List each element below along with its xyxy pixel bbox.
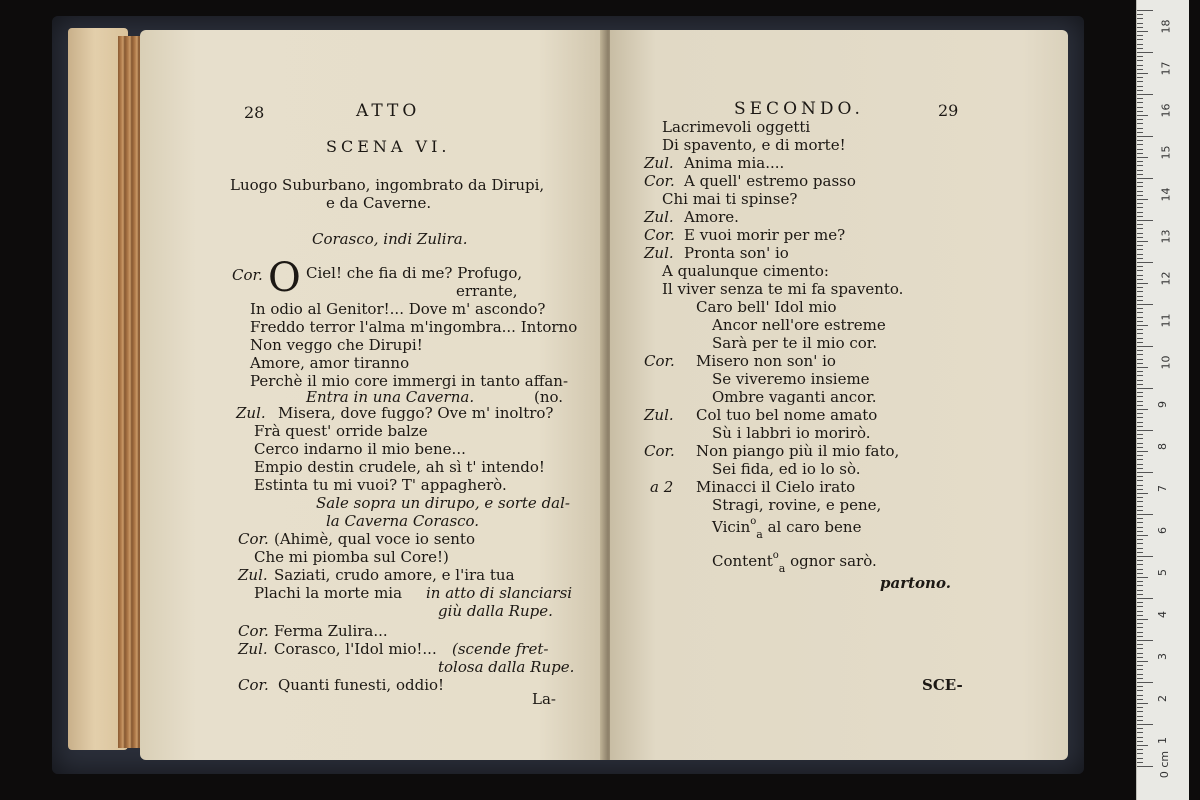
ruler-tick xyxy=(1137,321,1143,322)
ruler-tick xyxy=(1137,199,1148,200)
setting-line-1: Luogo Suburbano, ingombrato da Dirupi, xyxy=(230,176,545,194)
ruler-tick xyxy=(1137,711,1143,712)
exit-direction: partono. xyxy=(880,574,951,592)
ruler-tick xyxy=(1137,451,1148,452)
ruler-number: 15 xyxy=(1159,145,1173,160)
verse-line: Lacrimevoli oggetti xyxy=(662,118,811,136)
ruler-tick xyxy=(1137,527,1143,528)
verse-line: A qualunque cimento: xyxy=(662,262,829,280)
verse-line: Anima mia.... xyxy=(684,154,785,172)
ruler-tick xyxy=(1137,468,1143,469)
verse-line: errante, xyxy=(456,282,518,300)
ruler-number: 2 xyxy=(1156,695,1169,702)
ruler-tick xyxy=(1137,552,1143,553)
ruler-tick xyxy=(1137,279,1143,280)
ruler-tick xyxy=(1137,44,1143,45)
ruler-tick xyxy=(1137,60,1143,61)
ruler-number: 4 xyxy=(1156,611,1169,618)
ruler-tick xyxy=(1137,65,1143,66)
ruler-tick xyxy=(1137,590,1143,591)
vicino-base: Vicin xyxy=(712,518,751,536)
ruler-number: 13 xyxy=(1159,229,1173,244)
ruler-tick xyxy=(1137,291,1143,292)
verse-line: Che mi piomba sul Core!) xyxy=(254,548,449,566)
ruler-tick xyxy=(1137,283,1148,284)
ruler-tick xyxy=(1137,745,1148,746)
ruler-tick xyxy=(1137,48,1143,49)
ruler-tick xyxy=(1137,749,1143,750)
ruler-tick xyxy=(1137,56,1143,57)
contento-variant-o: o xyxy=(772,550,779,561)
ruler-tick xyxy=(1137,39,1143,40)
ruler-tick xyxy=(1137,665,1143,666)
ruler-tick xyxy=(1137,438,1143,439)
ruler-tick xyxy=(1137,325,1148,326)
ruler-tick xyxy=(1137,212,1143,213)
measuring-ruler xyxy=(1136,0,1189,800)
ruler-tick xyxy=(1137,23,1143,24)
ruler-tick xyxy=(1137,409,1148,410)
ruler-tick xyxy=(1137,627,1143,628)
verse-line: Amore, amor tiranno xyxy=(250,354,410,372)
ruler-number: 12 xyxy=(1159,271,1173,286)
page-fore-edge xyxy=(118,36,142,748)
ruler-tick xyxy=(1137,136,1153,137)
ruler-tick xyxy=(1137,10,1153,11)
ruler-tick xyxy=(1137,367,1148,368)
ruler-tick xyxy=(1137,632,1143,633)
ruler-tick xyxy=(1137,636,1143,637)
verse-line: (Ahimè, qual voce io sento xyxy=(274,530,475,548)
speaker-label: Zul. xyxy=(236,404,266,422)
verse-line: Freddo terror l'alma m'ingombra... Intorno xyxy=(250,318,578,336)
ruler-tick xyxy=(1137,497,1143,498)
ruler-tick xyxy=(1137,363,1143,364)
ruler-tick xyxy=(1137,371,1143,372)
ruler-tick xyxy=(1137,207,1143,208)
stage-direction: in atto di slanciarsi xyxy=(426,584,573,602)
ruler-tick xyxy=(1137,615,1143,616)
speaker-label: Cor. xyxy=(238,676,269,694)
ruler-tick xyxy=(1137,703,1148,704)
stage-direction: giù dalla Rupe. xyxy=(438,602,553,620)
ruler-tick xyxy=(1137,14,1143,15)
ruler-tick xyxy=(1137,661,1148,662)
ruler-tick xyxy=(1137,237,1143,238)
speaker-label: Cor. xyxy=(644,442,675,460)
speaker-label: Cor. xyxy=(644,172,675,190)
ruler-tick xyxy=(1137,476,1143,477)
ruler-tick xyxy=(1137,174,1143,175)
ruler-tick xyxy=(1137,459,1143,460)
ruler-tick xyxy=(1137,640,1153,641)
speaker-label: Cor. xyxy=(238,530,269,548)
ruler-tick xyxy=(1137,191,1143,192)
ruler-tick xyxy=(1137,619,1148,620)
ruler-tick xyxy=(1137,31,1148,32)
ruler-tick xyxy=(1137,132,1143,133)
ruler-number: 5 xyxy=(1156,569,1169,576)
speaker-label: Zul. xyxy=(644,406,674,424)
ruler-tick xyxy=(1137,312,1143,313)
verse-line: Amore. xyxy=(684,208,739,226)
ruler-tick xyxy=(1137,598,1153,599)
ruler-number: 18 xyxy=(1159,19,1173,34)
ruler-tick xyxy=(1137,737,1143,738)
ruler-number: 1 xyxy=(1156,737,1169,744)
ruler-tick xyxy=(1137,27,1143,28)
ruler-tick xyxy=(1137,228,1143,229)
verse-line: Perchè il mio core immergi in tanto affan- xyxy=(250,372,569,390)
ruler-tick xyxy=(1137,447,1143,448)
verse-line: Ciel! che fia di me? Profugo, xyxy=(306,264,523,282)
ruler-tick xyxy=(1137,686,1143,687)
ruler-tick xyxy=(1137,569,1143,570)
scene-title: SCENA VI. xyxy=(326,137,451,156)
ruler-tick xyxy=(1137,119,1143,120)
ruler-tick xyxy=(1137,556,1153,557)
verse-line: Il viver senza te mi fa spavento. xyxy=(662,280,904,298)
contento-variant-a: a xyxy=(778,562,786,575)
speaker-label: Zul. xyxy=(238,566,268,584)
ruler-tick xyxy=(1137,346,1153,347)
ruler-number: 3 xyxy=(1156,653,1169,660)
ruler-tick xyxy=(1137,753,1143,754)
ruler-tick xyxy=(1137,90,1143,91)
ruler-tick xyxy=(1137,434,1143,435)
vicino-rest: al caro bene xyxy=(767,518,862,536)
ruler-tick xyxy=(1137,522,1143,523)
drop-cap: O xyxy=(268,255,301,301)
ruler-tick xyxy=(1137,350,1143,351)
verse-line: Col tuo bel nome amato xyxy=(696,406,878,424)
ruler-tick xyxy=(1137,413,1143,414)
ruler-tick xyxy=(1137,724,1153,725)
ruler-tick xyxy=(1137,766,1153,767)
left-page xyxy=(140,30,608,760)
ruler-tick xyxy=(1137,342,1143,343)
ruler-tick xyxy=(1137,594,1143,595)
ruler-tick xyxy=(1137,464,1143,465)
contento-line xyxy=(712,552,877,573)
ruler-tick xyxy=(1137,577,1148,578)
ruler-tick xyxy=(1137,707,1143,708)
ruler-tick xyxy=(1137,674,1143,675)
vicino-variant-o: o xyxy=(750,516,757,527)
ruler-tick xyxy=(1137,329,1143,330)
ruler-tick xyxy=(1137,254,1143,255)
ruler-tick xyxy=(1137,262,1153,263)
speaker-label: Zul. xyxy=(644,154,674,172)
verse-line: Pronta son' io xyxy=(684,244,789,262)
verse-line: (no. xyxy=(534,388,564,406)
speaker-label: Cor. xyxy=(232,266,263,284)
ruler-tick xyxy=(1137,602,1143,603)
speaker-label: Zul. xyxy=(644,208,674,226)
ruler-tick xyxy=(1137,35,1143,36)
verse-line: Se viveremo insieme xyxy=(712,370,870,388)
ruler-tick xyxy=(1137,380,1143,381)
ruler-tick xyxy=(1137,573,1143,574)
verse-line: Saziati, crudo amore, e l'ira tua xyxy=(274,566,515,584)
setting-line-2: e da Caverne. xyxy=(326,194,432,212)
ruler-tick xyxy=(1137,338,1143,339)
ruler-tick xyxy=(1137,426,1143,427)
catchword: La- xyxy=(532,690,556,708)
ruler-tick xyxy=(1137,203,1143,204)
stage-direction: tolosa dalla Rupe. xyxy=(438,658,575,676)
ruler-tick xyxy=(1137,758,1143,759)
verse-line: Sarà per te il mio cor. xyxy=(712,334,878,352)
ruler-tick xyxy=(1137,287,1143,288)
verse-line: Frà quest' orride balze xyxy=(254,422,428,440)
ruler-tick xyxy=(1137,266,1143,267)
ruler-tick xyxy=(1137,170,1143,171)
speaker-label: Cor. xyxy=(644,226,675,244)
ruler-tick xyxy=(1137,489,1143,490)
ruler-number: 16 xyxy=(1159,103,1173,118)
ruler-tick xyxy=(1137,220,1153,221)
ruler-tick xyxy=(1137,648,1143,649)
verse-line: Chi mai ti spinse? xyxy=(662,190,798,208)
stage-direction: (scende fret- xyxy=(452,640,549,658)
ruler-tick xyxy=(1137,308,1143,309)
ruler-tick xyxy=(1137,81,1143,82)
ruler-tick xyxy=(1137,296,1143,297)
ruler-tick xyxy=(1137,493,1148,494)
verse-line: Non piango più il mio fato, xyxy=(696,442,900,460)
ruler-tick xyxy=(1137,123,1143,124)
ruler-tick xyxy=(1137,354,1143,355)
ruler-tick xyxy=(1137,405,1143,406)
right-page-number: 29 xyxy=(938,101,959,120)
verse-line: Misera, dove fuggo? Ove m' inoltro? xyxy=(278,404,554,422)
ruler-tick xyxy=(1137,401,1143,402)
ruler-tick xyxy=(1137,216,1143,217)
ruler-tick xyxy=(1137,535,1148,536)
ruler-tick xyxy=(1137,485,1143,486)
ruler-tick xyxy=(1137,18,1143,19)
contento-rest: ognor sarò. xyxy=(790,552,877,570)
ruler-tick xyxy=(1137,581,1143,582)
verse-line: E vuoi morir per me? xyxy=(684,226,846,244)
verse-line: Sei fida, ed io lo sò. xyxy=(712,460,861,478)
ruler-tick xyxy=(1137,140,1143,141)
verse-line: A quell' estremo passo xyxy=(684,172,856,190)
speaker-label: Cor. xyxy=(238,622,269,640)
characters-line: Corasco, indi Zulira. xyxy=(312,230,468,248)
ruler-tick xyxy=(1137,480,1143,481)
verse-line: Quanti funesti, oddio! xyxy=(278,676,445,694)
ruler-tick xyxy=(1137,443,1143,444)
verse-line: Plachi la morte mia xyxy=(254,584,403,602)
ruler-tick xyxy=(1137,682,1153,683)
ruler-tick xyxy=(1137,149,1143,150)
ruler-tick xyxy=(1137,300,1143,301)
left-running-head: ATTO xyxy=(356,101,421,121)
ruler-tick xyxy=(1137,728,1143,729)
ruler-tick xyxy=(1137,73,1148,74)
ruler-tick xyxy=(1137,732,1143,733)
ruler-tick xyxy=(1137,669,1143,670)
vicino-variant-a: a xyxy=(756,528,763,541)
verse-line: Minacci il Cielo irato xyxy=(696,478,856,496)
ruler-tick xyxy=(1137,86,1143,87)
ruler-tick xyxy=(1137,107,1143,108)
ruler-tick xyxy=(1137,157,1148,158)
ruler-number: 14 xyxy=(1159,187,1173,202)
ruler-tick xyxy=(1137,644,1143,645)
ruler-number: 8 xyxy=(1156,443,1169,450)
ruler-tick xyxy=(1137,531,1143,532)
vicino-line xyxy=(712,518,861,539)
stage-direction: Entra in una Caverna. xyxy=(306,388,475,406)
verse-line: Estinta tu mi vuoi? T' appagherò. xyxy=(254,476,507,494)
ruler-tick xyxy=(1137,224,1143,225)
ruler-tick xyxy=(1137,699,1143,700)
verse-line: Caro bell' Idol mio xyxy=(696,298,837,316)
verse-line: Sù i labbri io morirò. xyxy=(712,424,871,442)
verse-line: Stragi, rovine, e pene, xyxy=(712,496,882,514)
ruler-tick xyxy=(1137,585,1143,586)
stage-direction: la Caverna Corasco. xyxy=(326,512,480,530)
ruler-tick xyxy=(1137,678,1143,679)
ruler-tick xyxy=(1137,741,1143,742)
ruler-tick xyxy=(1137,716,1143,717)
ruler-tick xyxy=(1137,233,1143,234)
ruler-tick xyxy=(1137,510,1143,511)
ruler-tick xyxy=(1137,388,1153,389)
verse-line: Ferma Zulira... xyxy=(274,622,388,640)
verse-line: Corasco, l'Idol mio!... xyxy=(274,640,437,658)
ruler-tick xyxy=(1137,165,1143,166)
ruler-tick xyxy=(1137,241,1148,242)
ruler-tick xyxy=(1137,539,1143,540)
speaker-label: a 2 xyxy=(650,478,674,496)
left-page-number: 28 xyxy=(244,103,265,122)
speaker-label: Zul. xyxy=(644,244,674,262)
ruler-tick xyxy=(1137,695,1143,696)
ruler-tick xyxy=(1137,195,1143,196)
ruler-number: 10 xyxy=(1159,355,1173,370)
ruler-tick xyxy=(1137,275,1143,276)
ruler-tick xyxy=(1137,560,1143,561)
ruler-tick xyxy=(1137,128,1143,129)
ruler-tick xyxy=(1137,186,1143,187)
ruler-tick xyxy=(1137,720,1143,721)
ruler-tick xyxy=(1137,417,1143,418)
speaker-label: Zul. xyxy=(238,640,268,658)
ruler-tick xyxy=(1137,518,1143,519)
ruler-tick xyxy=(1137,98,1143,99)
ruler-tick xyxy=(1137,77,1143,78)
ruler-number: 9 xyxy=(1156,401,1169,408)
verse-line: In odio al Genitor!... Dove m' ascondo? xyxy=(250,300,546,318)
ruler-tick xyxy=(1137,102,1143,103)
ruler-tick xyxy=(1137,258,1143,259)
ruler-tick xyxy=(1137,392,1143,393)
ruler-tick xyxy=(1137,657,1143,658)
verse-line: Misero non son' io xyxy=(696,352,836,370)
ruler-tick xyxy=(1137,115,1148,116)
right-page xyxy=(610,30,1068,760)
ruler-number: 11 xyxy=(1159,313,1173,328)
ruler-tick xyxy=(1137,52,1153,53)
ruler-tick xyxy=(1137,455,1143,456)
verse-line: Ombre vaganti ancor. xyxy=(712,388,877,406)
ruler-unit-label: 0 cm xyxy=(1158,750,1172,779)
speaker-label: Cor. xyxy=(644,352,675,370)
ruler-tick xyxy=(1137,384,1143,385)
stage-direction: Sale sopra un dirupo, e sorte dal- xyxy=(316,494,570,512)
ruler-tick xyxy=(1137,422,1143,423)
ruler-tick xyxy=(1137,359,1143,360)
ruler-tick xyxy=(1137,161,1143,162)
ruler-tick xyxy=(1137,506,1143,507)
ruler-tick xyxy=(1137,94,1153,95)
ruler-tick xyxy=(1137,514,1153,515)
verse-line: Ancor nell'ore estreme xyxy=(712,316,886,334)
ruler-tick xyxy=(1137,182,1143,183)
ruler-tick xyxy=(1137,111,1143,112)
ruler-tick xyxy=(1137,178,1153,179)
catchword: SCE- xyxy=(922,676,963,694)
ruler-tick xyxy=(1137,762,1143,763)
ruler-tick xyxy=(1137,606,1143,607)
contento-base: Content xyxy=(712,552,773,570)
ruler-tick xyxy=(1137,564,1143,565)
ruler-tick xyxy=(1137,543,1143,544)
ruler-tick xyxy=(1137,69,1143,70)
ruler-tick xyxy=(1137,249,1143,250)
ruler-tick xyxy=(1137,304,1153,305)
ruler-tick xyxy=(1137,333,1143,334)
ruler-number: 17 xyxy=(1159,61,1173,76)
ruler-tick xyxy=(1137,501,1143,502)
ruler-tick xyxy=(1137,396,1143,397)
ruler-number: 7 xyxy=(1156,485,1169,492)
ruler-tick xyxy=(1137,690,1143,691)
ruler-number: 6 xyxy=(1156,527,1169,534)
ruler-tick xyxy=(1137,548,1143,549)
ruler-tick xyxy=(1137,623,1143,624)
verse-line: Non veggo che Dirupi! xyxy=(250,336,423,354)
ruler-tick xyxy=(1137,653,1143,654)
ruler-tick xyxy=(1137,317,1143,318)
ruler-tick xyxy=(1137,430,1153,431)
verse-line: Cerco indarno il mio bene... xyxy=(254,440,466,458)
verse-line: Di spavento, e di morte! xyxy=(662,136,846,154)
ruler-tick xyxy=(1137,472,1153,473)
ruler-tick xyxy=(1137,611,1143,612)
ruler-tick xyxy=(1137,375,1143,376)
ruler-tick xyxy=(1137,144,1143,145)
ruler-tick xyxy=(1137,245,1143,246)
verse-line: Empio destin crudele, ah sì t' intendo! xyxy=(254,458,545,476)
right-running-head: SECONDO. xyxy=(734,99,864,119)
ruler-tick xyxy=(1137,153,1143,154)
ruler-tick xyxy=(1137,270,1143,271)
